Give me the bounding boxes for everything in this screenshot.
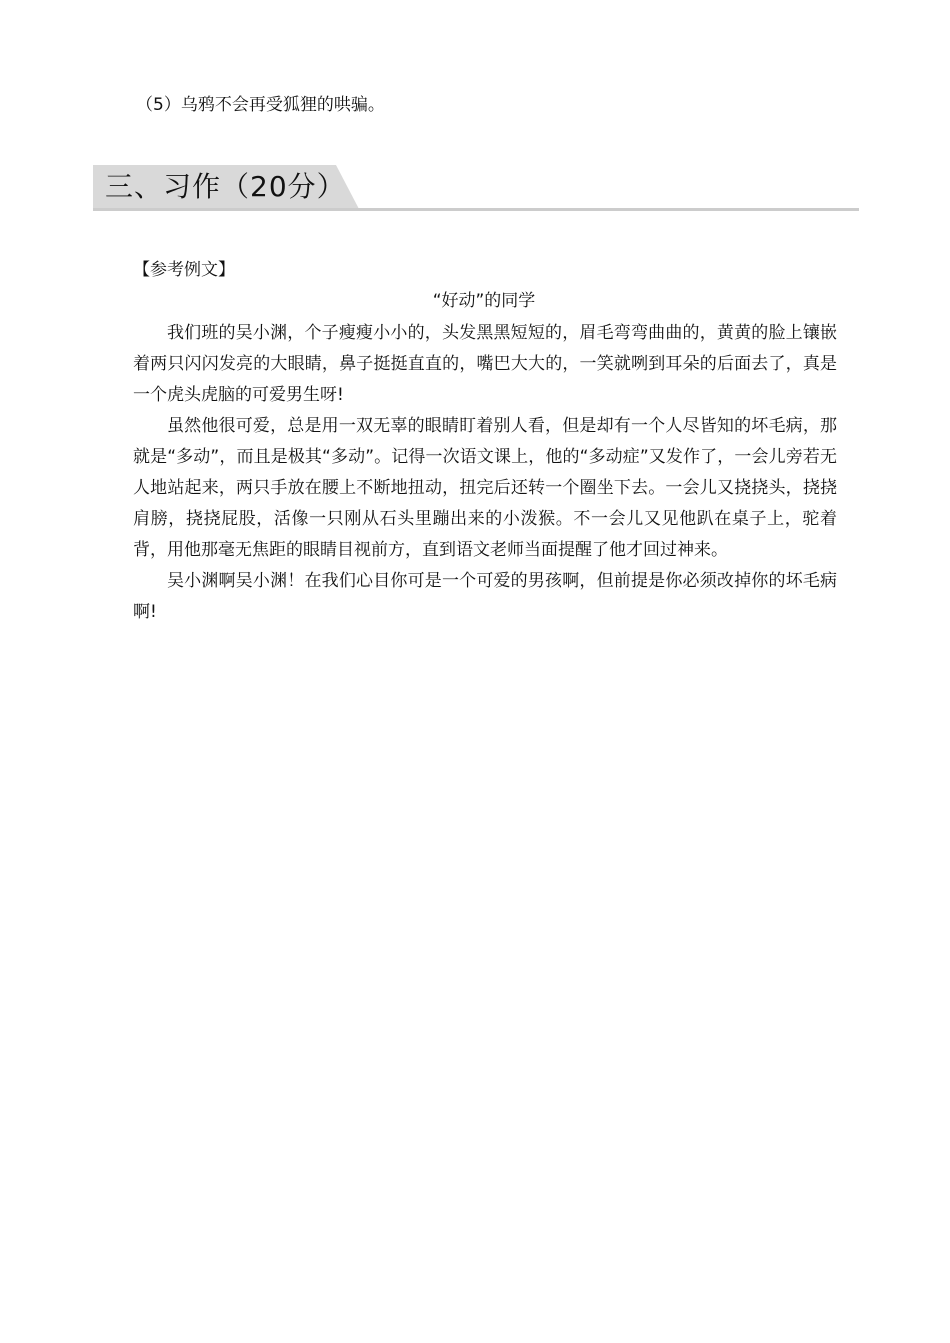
section-header (93, 165, 859, 211)
essay-paragraph: 吴小渊啊吴小渊！在我们心目你可是一个可爱的男孩啊，但前提是你必须改掉你的坏毛病啊! (133, 571, 837, 622)
section-title: 三、习作（20分） (105, 170, 346, 203)
reference-label: 【参考例文】 (133, 260, 235, 280)
previous-answer-item: （5）乌鸦不会再受狐狸的哄骗。 (136, 95, 385, 115)
essay-body (133, 318, 837, 628)
essay-paragraph: 我们班的吴小渊，个子瘦瘦小小的，头发黑黑短短的，眉毛弯弯曲曲的，黄黄的脸上镶嵌着两只闪闪发亮的大眼睛，鼻子挺挺直直的，嘴巴大大的，一笑就咧到耳朵的后面去了，真是一个虎头虎脑的可爱男生呀! (133, 323, 837, 405)
essay-title: “好动”的同学 (432, 291, 536, 311)
section-underline (93, 208, 859, 211)
essay-paragraph: 虽然他很可爱，总是用一双无辜的眼睛盯着别人看，但是却有一个人尽皆知的坏毛病，那就是“多动”，而且是极其“多动”。记得一次语文课上，他的“多动症”又发作了，一会儿旁若无人地站起来，两只手放在腰上不断地扭动，扭完后还转一个圈坐下去。一会儿又挠挠头，挠挠肩膀，挠挠屁股，活像一只刚从石头里蹦出来的小泼猴。不一会儿又见他趴在桌子上，驼着背，用他那毫无焦距的眼睛目视前方，直到语文老师当面提醒了他才回过神来。 (133, 416, 837, 560)
